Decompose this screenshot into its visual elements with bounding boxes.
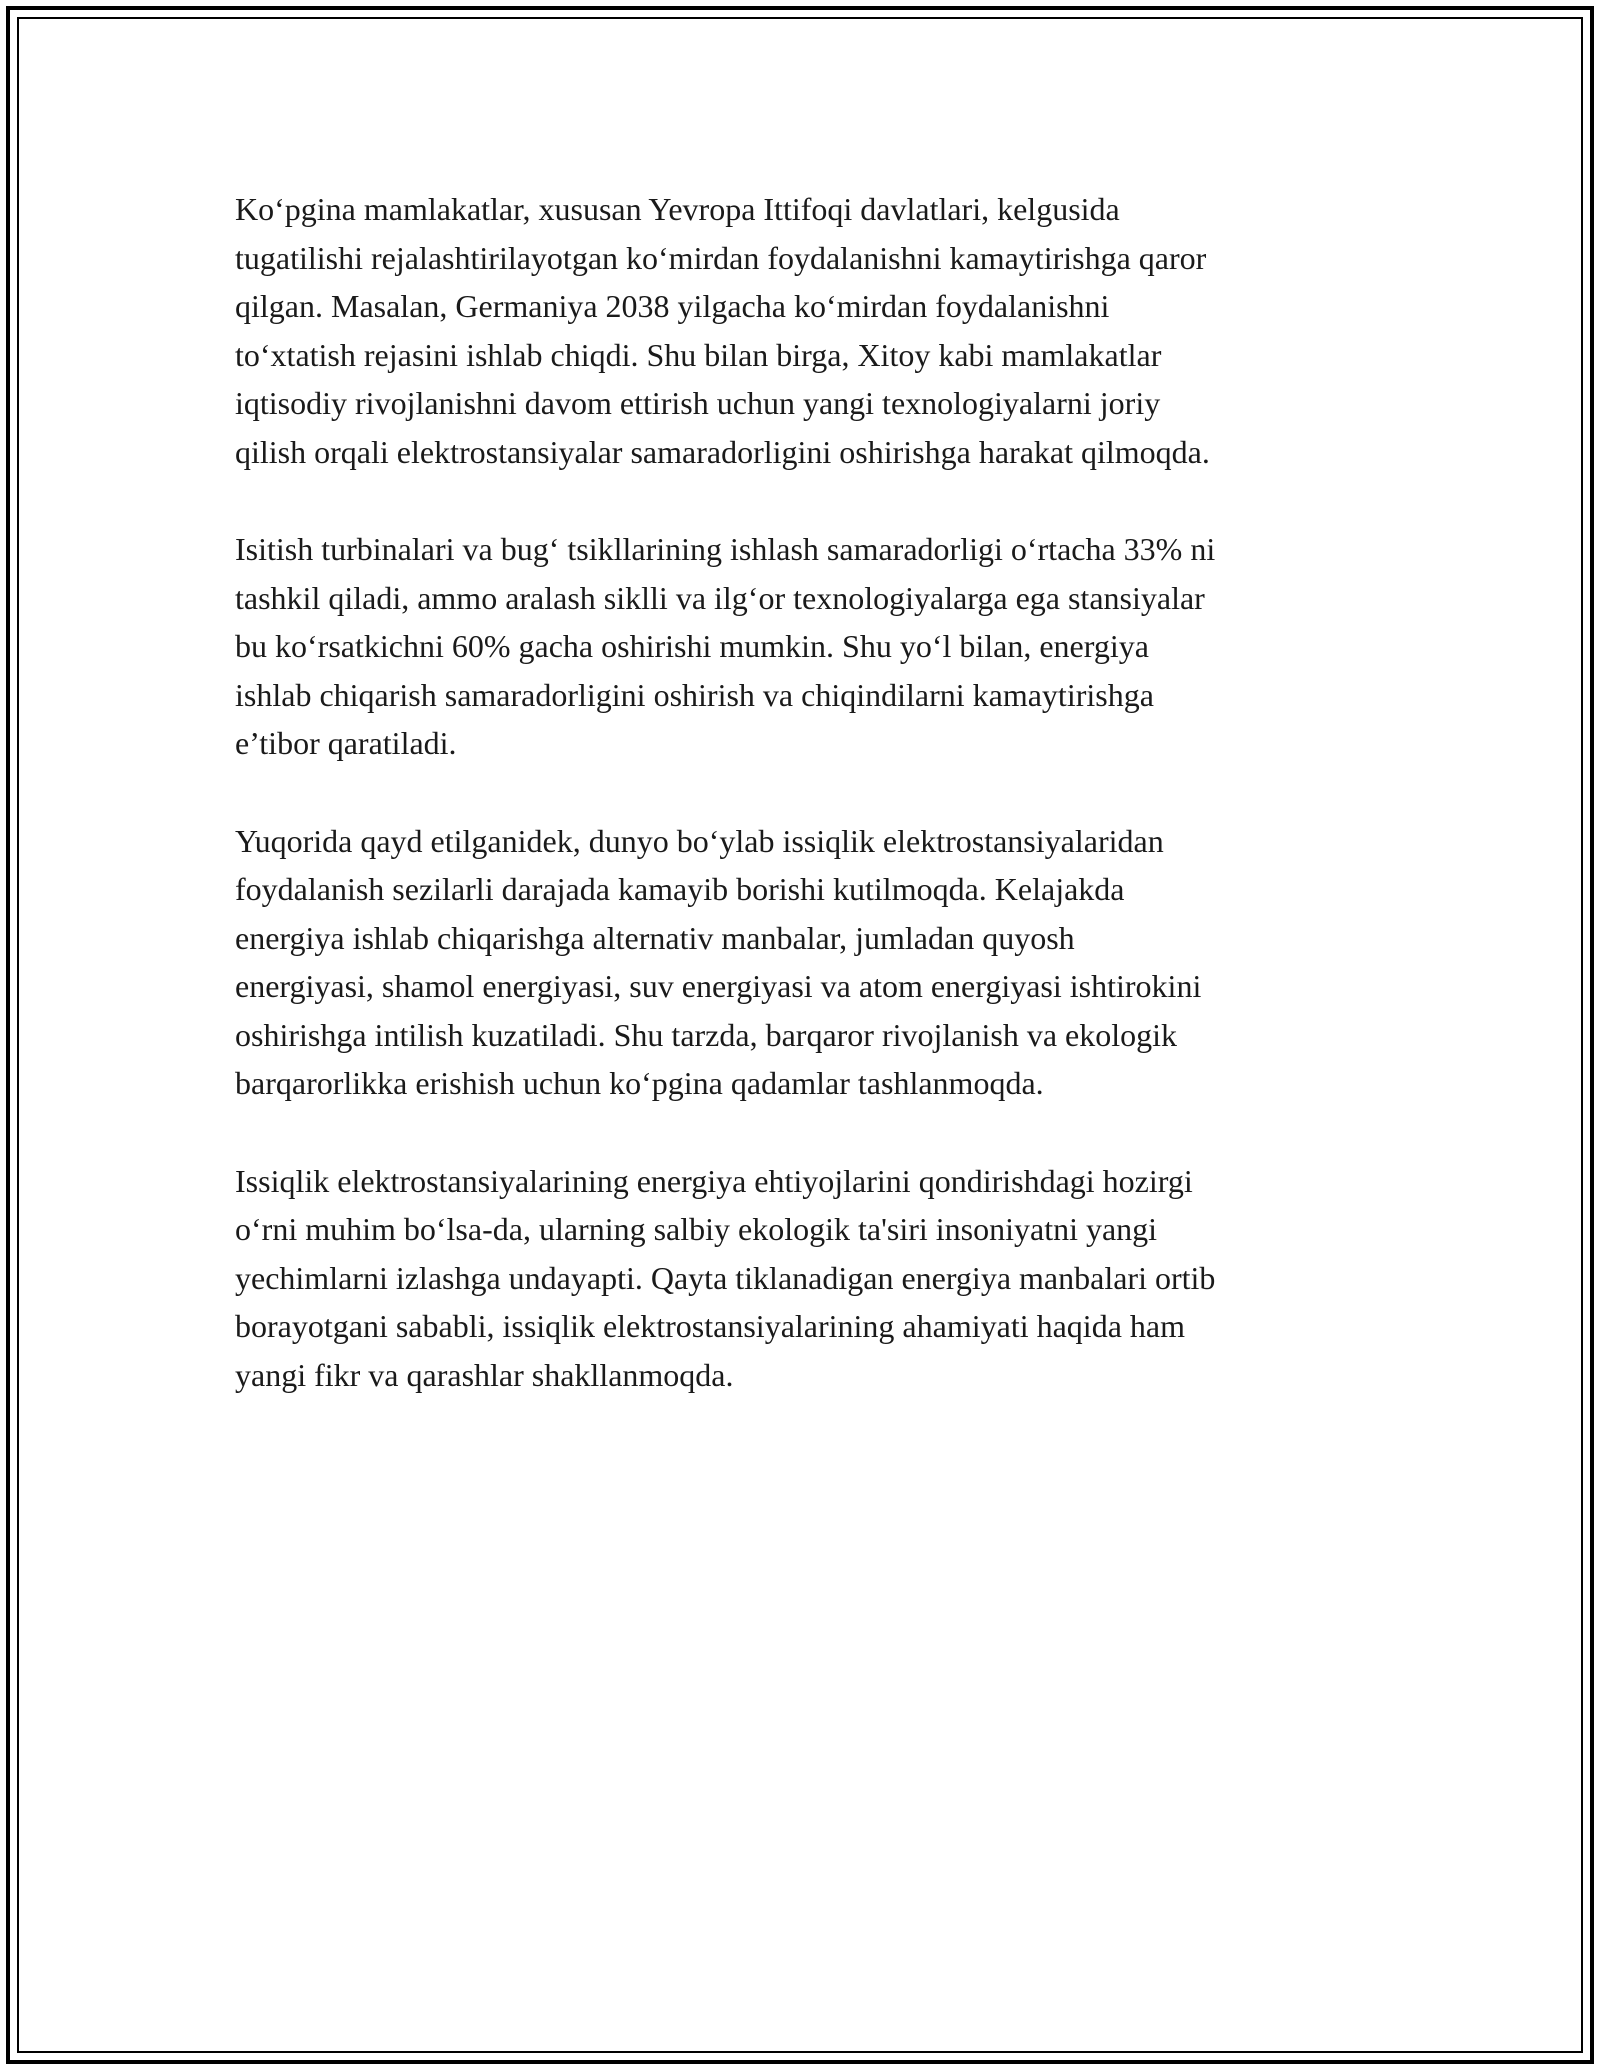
paragraph-1 — [235, 185, 1385, 476]
text-line: to‘xtatish rejasini ishlab chiqdi. Shu bilan birga, Xitoy kabi mamlakatlar — [235, 336, 1162, 373]
text-line: qilish orqali elektrostansiyalar samaradorligini oshirishga harakat qilmoqda. — [235, 433, 1210, 470]
text-line: tugatilishi rejalashtirilayotgan ko‘mirdan foydalanishni kamaytirishga qaror — [235, 239, 1207, 276]
text-line: Ko‘pgina mamlakatlar, xususan Yevropa Ittifoqi davlatlari, kelgusida — [235, 191, 1120, 227]
paragraph-4 — [235, 1157, 1385, 1400]
paragraph-2 — [235, 525, 1385, 768]
text-line: energiya ishlab chiqarishga alternativ manbalar, jumladan quyosh — [235, 919, 1075, 956]
text-line: e’tibor qaratiladi. — [235, 725, 457, 761]
text-line: Issiqlik elektrostansiyalarining energiya ehtiyojlarini qondirishdagi hozirgi — [235, 1162, 1193, 1199]
text-line: bu ko‘rsatkichni 60% gacha oshirishi mumkin. Shu yo‘l bilan, energiya — [235, 628, 1149, 664]
text-line: tashkil qiladi, ammo aralash siklli va ilg‘or texnologiyalarga ega stansiyalar — [235, 579, 1205, 616]
text-line: yangi fikr va qarashlar shakllanmoqda. — [235, 1356, 734, 1393]
text-line: foydalanish sezilarli darajada kamayib borishi kutilmoqda. Kelajakda — [235, 871, 1125, 907]
text-line: qilgan. Masalan, Germaniya 2038 yilgacha ko‘mirdan foydalanishni — [235, 288, 1110, 324]
text-line: o‘rni muhim bo‘lsa-da, ularning salbiy ekologik ta'siri insoniyatni yangi — [235, 1211, 1158, 1247]
text-line: iqtisodiy rivojlanishni davom ettirish uchun yangi texnologiyalarni joriy — [235, 385, 1161, 421]
text-line: yechimlarni izlashga undayapti. Qayta tiklanadigan energiya manbalari ortib — [235, 1259, 1216, 1296]
text-line: Isitish turbinalari va bug‘ tsikllarining ishlash samaradorligi o‘rtacha 33% ni — [235, 531, 1216, 567]
text-line: oshirishga intilish kuzatiladi. Shu tarzda, barqaror rivojlanish va ekologik — [235, 1016, 1178, 1053]
text-line: energiyasi, shamol energiyasi, suv energiyasi va atom energiyasi ishtirokini — [235, 968, 1202, 1004]
document-body — [235, 185, 1385, 1448]
text-line: ishlab chiqarish samaradorligini oshirish va chiqindilarni kamaytirishga — [235, 676, 1154, 713]
text-line: borayotgani sababli, issiqlik elektrostansiyalarining ahamiyati haqida ham — [235, 1308, 1185, 1344]
paragraph-3 — [235, 817, 1385, 1108]
text-line: Yuqorida qayd etilganidek, dunyo bo‘ylab issiqlik elektrostansiyalaridan — [235, 822, 1164, 859]
text-line: barqarorlikka erishish uchun ko‘pgina qadamlar tashlanmoqda. — [235, 1065, 1044, 1101]
